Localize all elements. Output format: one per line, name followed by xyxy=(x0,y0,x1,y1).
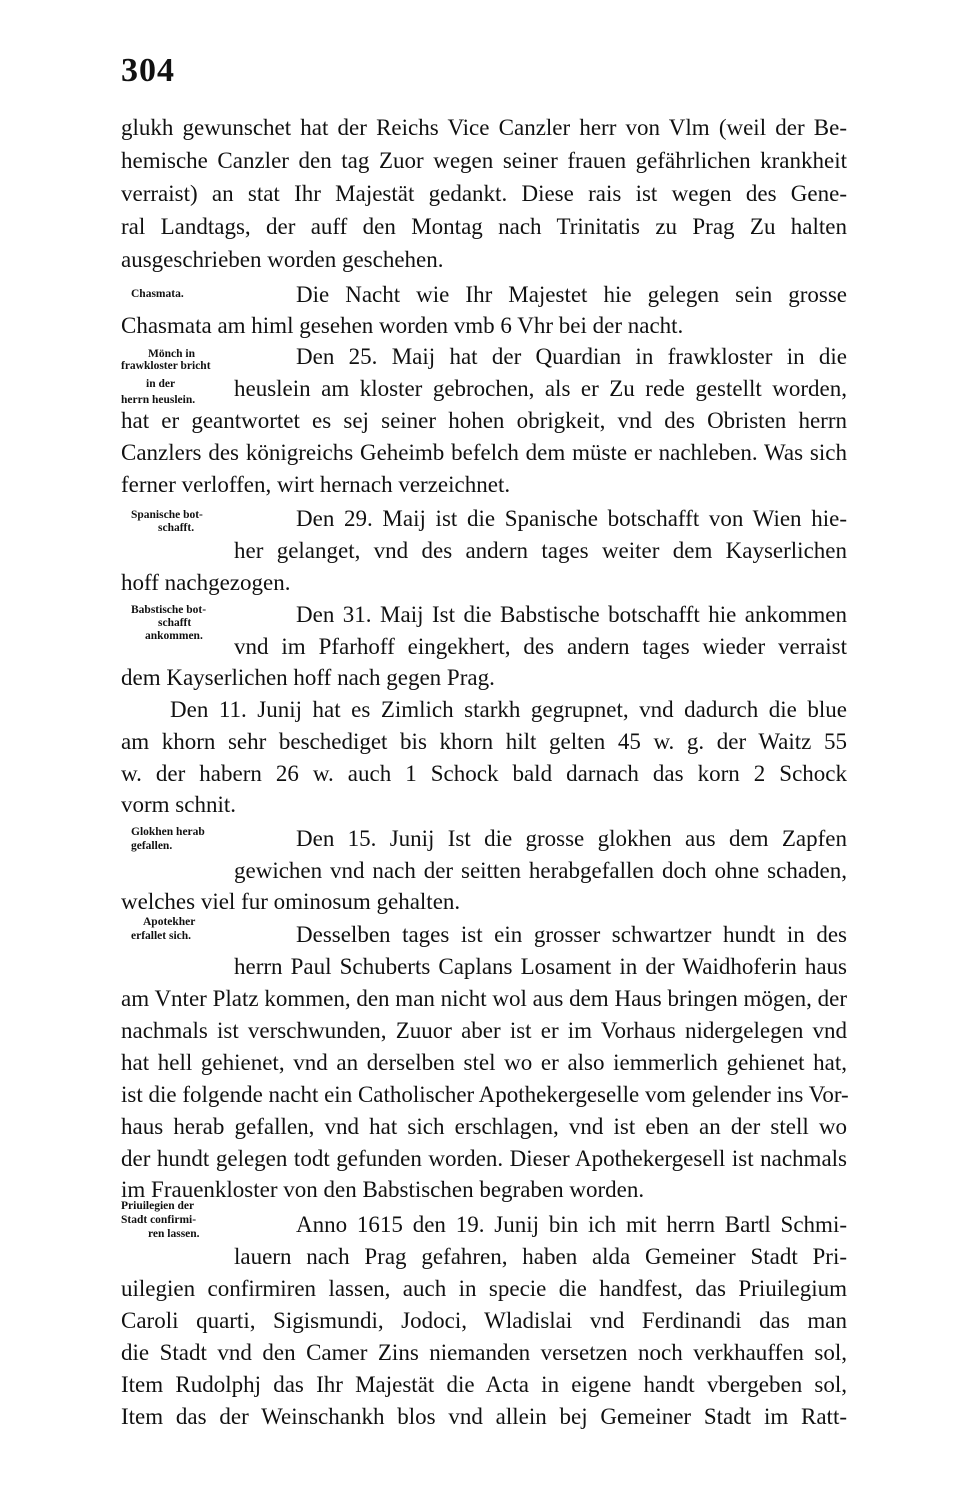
text-line: gewichen vnd nach der seitten herabgefallen doch ohne schaden, xyxy=(234,858,847,883)
margin-note: erfallet sich. xyxy=(131,930,192,942)
text-line: Den 15. Junij Ist die grosse glokhen aus dem Zapfen xyxy=(296,826,847,851)
text-line: der hundt gelegen todt gefunden worden. Dieser Apothekergesell ist nachmals xyxy=(121,1146,847,1171)
text-line: Den 31. Maij Ist die Babstische botschafft hie ankommen xyxy=(296,602,847,627)
text-line: welches viel fur ominosum gehalten. xyxy=(121,889,461,914)
text-line: Item das der Weinschankh blos vnd allein bej Gemeiner Stadt im Ratt- xyxy=(121,1404,847,1429)
text-line: ausgeschrieben worden geschehen. xyxy=(121,247,444,272)
text-line: Item Rudolphj das Ihr Majestät die Acta in eigene handt vbergeben sol, xyxy=(121,1372,847,1397)
margin-note: ren lassen. xyxy=(148,1228,200,1240)
margin-note: Glokhen herab xyxy=(131,826,205,838)
margin-note: Mönch in xyxy=(148,348,195,360)
text-line: Chasmata am himl gesehen worden vmb 6 Vhr bei der nacht. xyxy=(121,313,684,338)
margin-note: Chasmata. xyxy=(131,288,184,300)
margin-note: Babstische bot- xyxy=(131,604,207,616)
text-line: Den 29. Maij ist die Spanische botschafft von Wien hie- xyxy=(296,506,847,531)
text-line: hat er geantwortet es sej seiner hohen obrigkeit, vnd des Obristen herrn xyxy=(121,408,847,433)
margin-note: schafft. xyxy=(158,522,195,534)
text-line: her gelanget, vnd des andern tages weiter dem Kayserlichen xyxy=(234,538,847,563)
text-line: Anno 1615 den 19. Junij bin ich mit herrn Bartl Schmi- xyxy=(296,1212,847,1237)
text-line: hemische Canzler den tag Zuor wegen seiner frauen gefährlichen krankheit xyxy=(121,148,847,173)
text-line: vnd im Pfarhoff eingekhert, des andern tages wieder verraist xyxy=(234,634,847,659)
text-line: w. der habern 26 w. auch 1 Schock bald darnach das korn 2 Schock xyxy=(121,761,847,786)
page-number: 304 xyxy=(121,52,175,89)
text-line: verraist) an stat Ihr Majestät gedankt. Diese rais ist wegen des Gene- xyxy=(121,181,847,206)
margin-note: Priuilegien der xyxy=(121,1200,195,1212)
text-line: dem Kayserlichen hoff nach gegen Prag. xyxy=(121,665,495,690)
margin-note: Apotekher xyxy=(143,916,196,928)
text-line: ral Landtags, der auff den Montag nach Trinitatis zu Prag Zu halten xyxy=(121,214,847,239)
margin-note: Stadt confirmi- xyxy=(121,1214,197,1226)
text-line: nachmals ist verschwunden, Zuuor aber ist er im Vorhaus nidergelegen vnd xyxy=(121,1018,847,1043)
margin-note: frawkloster bricht xyxy=(121,360,211,372)
text-line: im Frauenkloster von den Babstischen begraben worden. xyxy=(121,1177,645,1202)
margin-note: schafft xyxy=(158,617,192,629)
text-line: lauern nach Prag gefahren, haben alda Gemeiner Stadt Pri- xyxy=(234,1244,847,1269)
text-line: Den 11. Junij hat es Zimlich starkh gegrupnet, vnd dadurch die blue xyxy=(170,697,847,722)
text-line: haus herab gefallen, vnd hat sich erschlagen, vnd ist eben an der stell wo xyxy=(121,1114,847,1139)
margin-note: in der xyxy=(146,378,176,390)
text-line: Caroli quarti, Sigismundi, Jodoci, Wladislai vnd Ferdinandi das man xyxy=(121,1308,847,1333)
text-line: Den 25. Maij hat der Quardian in frawkloster in die xyxy=(296,344,847,369)
text-line: ferner verloffen, wirt hernach verzeichnet. xyxy=(121,472,511,497)
text-line: am khorn sehr beschediget bis khorn hilt gelten 45 w. g. der Waitz 55 xyxy=(121,729,847,754)
text-line: herrn Paul Schuberts Caplans Losament in der Waidhoferin haus xyxy=(234,954,847,979)
text-line: ist die folgende nacht ein Catholischer Apothekergeselle vom gelender ins Vor- xyxy=(121,1082,849,1107)
text-line: Die Nacht wie Ihr Majestet hie gelegen sein grosse xyxy=(296,282,847,307)
text-line: uilegien confirmiren lassen, auch in specie die handfest, das Priuilegium xyxy=(121,1276,847,1301)
margin-note: Spanische bot- xyxy=(131,509,203,521)
text-line: Desselben tages ist ein grosser schwartzer hundt in des xyxy=(296,922,847,947)
margin-note: gefallen. xyxy=(131,840,173,852)
text-line: hat hell gehienet, vnd an derselben stel wo er also iemmerlich gehienet hat, xyxy=(121,1050,847,1075)
text-line: heuslein am kloster gebrochen, als er Zu rede gestellt worden, xyxy=(234,376,847,401)
text-line: vorm schnit. xyxy=(121,792,236,817)
text-line: glukh gewunschet hat der Reichs Vice Canzler herr von Vlm (weil der Be- xyxy=(121,115,847,140)
text-line: die Stadt vnd den Camer Zins niemanden versetzen noch verkhauffen sol, xyxy=(121,1340,847,1365)
text-line: hoff nachgezogen. xyxy=(121,570,291,595)
margin-note: herrn heuslein. xyxy=(121,394,196,406)
margin-note: ankommen. xyxy=(145,630,203,642)
text-line: am Vnter Platz kommen, den man nicht wol aus dem Haus bringen mögen, der xyxy=(121,986,847,1011)
text-line: Canzlers des königreichs Geheimb befelch dem müste er nachleben. Was sich xyxy=(121,440,847,465)
